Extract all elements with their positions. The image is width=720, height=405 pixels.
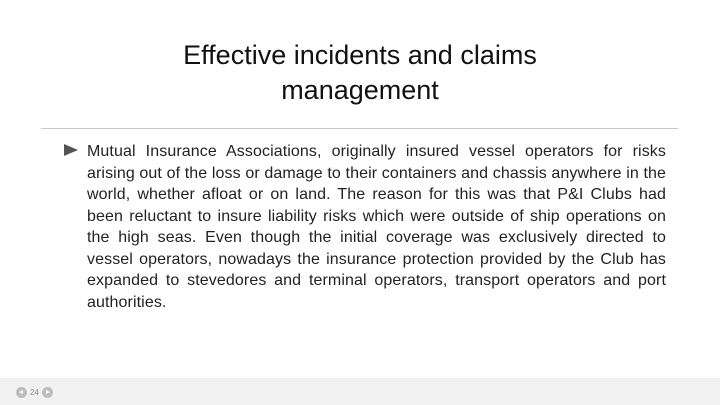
slide-title-line-2: management [281, 75, 439, 105]
chevron-right-icon[interactable] [42, 387, 53, 398]
title-divider [41, 128, 678, 129]
bullet-item [64, 141, 666, 313]
chevron-left-icon[interactable] [16, 387, 27, 398]
slide-title-line-1: Effective incidents and claims [183, 40, 537, 70]
bullet-arrow-icon [64, 144, 78, 156]
slide-title [100, 38, 620, 108]
slide-pager [16, 386, 53, 398]
slide-footer [0, 378, 720, 405]
page-number: 24 [30, 387, 39, 397]
bullet-text: Mutual Insurance Associations, originally insured vessel operators for risks arising out of the loss or damage to their containers and chassis anywhere in the world, whether afloat or on land. The reason for this was that P&I Clubs had been reluctant to insure liability risks which were outside of ship operations on the high seas. Even though the initial coverage was exclusively directed to vessel operators, nowadays the insurance protection provided by the Club has expanded to stevedores and terminal operators, transport operators and port authorities. [87, 143, 666, 311]
